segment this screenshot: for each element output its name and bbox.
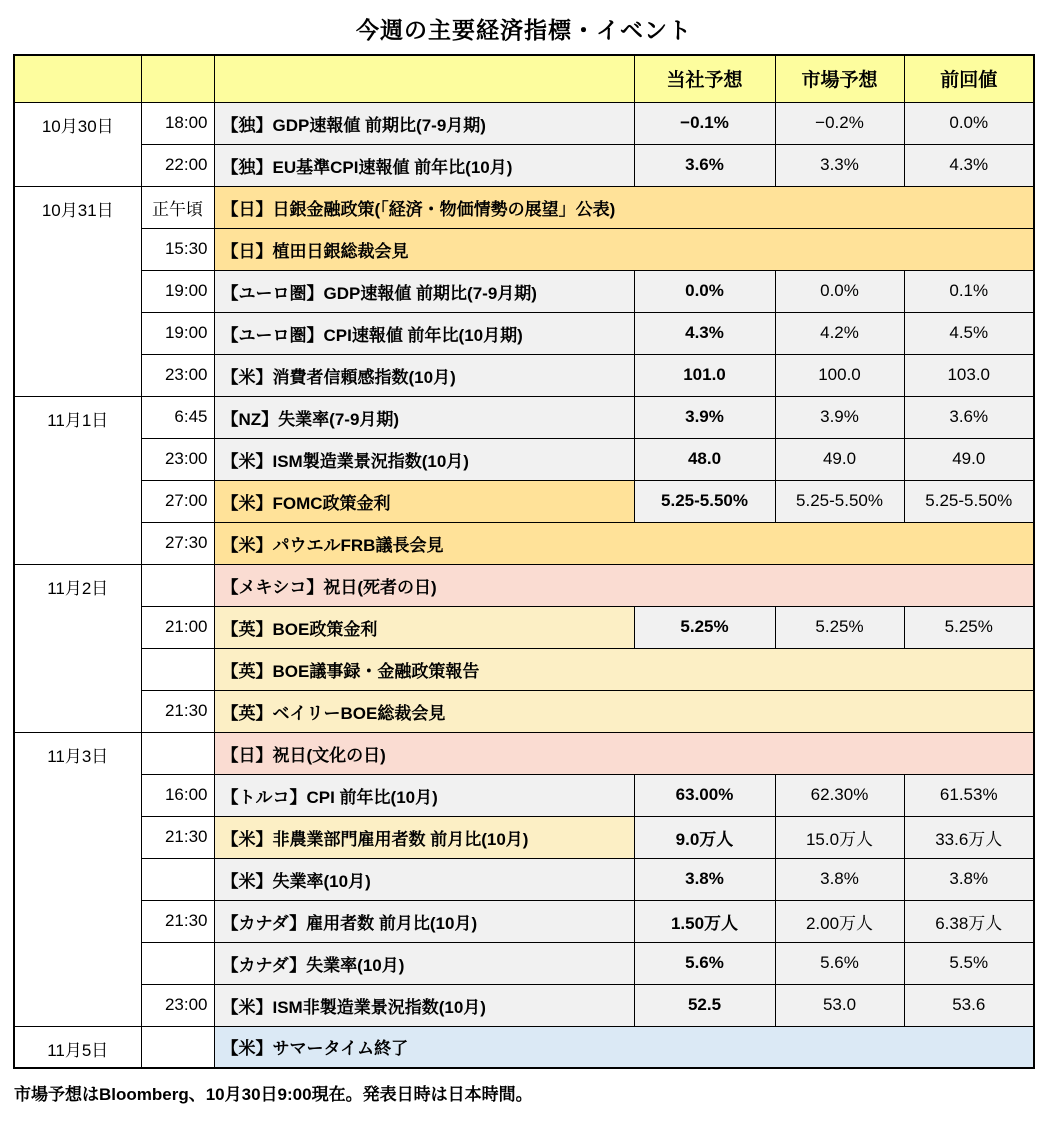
event-cell: 【米】パウエルFRB議長会見	[214, 522, 1034, 564]
event-cell: 【米】非農業部門雇用者数 前月比(10月)	[214, 816, 634, 858]
time-cell	[141, 564, 214, 606]
previous-value-cell: 5.25%	[904, 606, 1034, 648]
time-cell: 23:00	[141, 438, 214, 480]
table-row	[14, 858, 1034, 900]
our-forecast-cell: 0.0%	[634, 270, 775, 312]
table-row	[14, 690, 1034, 732]
previous-value-cell: 6.38万人	[904, 900, 1034, 942]
table-row	[14, 186, 1034, 228]
table-row	[14, 480, 1034, 522]
economic-calendar-table	[13, 54, 1035, 1069]
our-forecast-cell: 4.3%	[634, 312, 775, 354]
table-row	[14, 732, 1034, 774]
market-forecast-cell: 62.30%	[775, 774, 904, 816]
time-cell: 22:00	[141, 144, 214, 186]
time-cell: 19:00	[141, 270, 214, 312]
header-event-blank	[214, 55, 634, 102]
our-forecast-cell: 48.0	[634, 438, 775, 480]
calendar-body	[14, 102, 1034, 1068]
our-forecast-cell: 101.0	[634, 354, 775, 396]
event-cell: 【メキシコ】祝日(死者の日)	[214, 564, 1034, 606]
event-cell: 【ユーロ圏】GDP速報値 前期比(7-9月期)	[214, 270, 634, 312]
table-row	[14, 816, 1034, 858]
our-forecast-cell: 5.6%	[634, 942, 775, 984]
our-forecast-cell: 3.6%	[634, 144, 775, 186]
time-cell: 21:30	[141, 816, 214, 858]
time-cell	[141, 942, 214, 984]
event-cell: 【米】サマータイム終了	[214, 1026, 1034, 1068]
date-cell: 11月5日	[14, 1026, 141, 1068]
event-cell: 【日】植田日銀総裁会見	[214, 228, 1034, 270]
event-cell: 【独】GDP速報値 前期比(7-9月期)	[214, 102, 634, 144]
event-cell: 【英】BOE政策金利	[214, 606, 634, 648]
table-row	[14, 774, 1034, 816]
page-title: 今週の主要経済指標・イベント	[356, 17, 692, 43]
table-row	[14, 648, 1034, 690]
header-row	[14, 55, 1034, 102]
market-forecast-cell: −0.2%	[775, 102, 904, 144]
time-cell	[141, 1026, 214, 1068]
date-cell: 11月2日	[14, 564, 141, 732]
date-cell: 10月31日	[14, 186, 141, 396]
market-forecast-cell: 0.0%	[775, 270, 904, 312]
market-forecast-cell: 100.0	[775, 354, 904, 396]
event-cell: 【独】EU基準CPI速報値 前年比(10月)	[214, 144, 634, 186]
header-market-forecast: 市場予想	[775, 55, 904, 102]
previous-value-cell: 33.6万人	[904, 816, 1034, 858]
time-cell: 27:30	[141, 522, 214, 564]
table-row	[14, 270, 1034, 312]
table-row	[14, 144, 1034, 186]
date-cell: 10月30日	[14, 102, 141, 186]
our-forecast-cell: 3.8%	[634, 858, 775, 900]
previous-value-cell: 4.5%	[904, 312, 1034, 354]
market-forecast-cell: 5.25%	[775, 606, 904, 648]
time-cell: 19:00	[141, 312, 214, 354]
event-cell: 【日】日銀金融政策(「経済・物価情勢の展望」公表)	[214, 186, 1034, 228]
header-date-blank	[14, 55, 141, 102]
event-cell: 【米】ISM非製造業景況指数(10月)	[214, 984, 634, 1026]
table-row	[14, 522, 1034, 564]
table-row	[14, 564, 1034, 606]
header-time-blank	[141, 55, 214, 102]
time-cell: 6:45	[141, 396, 214, 438]
time-cell: 21:30	[141, 690, 214, 732]
table-row	[14, 354, 1034, 396]
our-forecast-cell: 9.0万人	[634, 816, 775, 858]
event-cell: 【米】消費者信頼感指数(10月)	[214, 354, 634, 396]
time-cell	[141, 732, 214, 774]
previous-value-cell: 3.8%	[904, 858, 1034, 900]
event-cell: 【ユーロ圏】CPI速報値 前年比(10月期)	[214, 312, 634, 354]
previous-value-cell: 0.0%	[904, 102, 1034, 144]
date-cell: 11月1日	[14, 396, 141, 564]
time-cell: 16:00	[141, 774, 214, 816]
time-cell: 正午頃	[141, 186, 214, 228]
previous-value-cell: 0.1%	[904, 270, 1034, 312]
market-forecast-cell: 3.8%	[775, 858, 904, 900]
market-forecast-cell: 4.2%	[775, 312, 904, 354]
time-cell: 23:00	[141, 354, 214, 396]
our-forecast-cell: 5.25%	[634, 606, 775, 648]
table-row	[14, 606, 1034, 648]
table-row	[14, 228, 1034, 270]
event-cell: 【米】ISM製造業景況指数(10月)	[214, 438, 634, 480]
previous-value-cell: 61.53%	[904, 774, 1034, 816]
event-cell: 【英】ベイリーBOE総裁会見	[214, 690, 1034, 732]
our-forecast-cell: 3.9%	[634, 396, 775, 438]
event-cell: 【米】FOMC政策金利	[214, 480, 634, 522]
previous-value-cell: 5.5%	[904, 942, 1034, 984]
event-cell: 【トルコ】CPI 前年比(10月)	[214, 774, 634, 816]
previous-value-cell: 5.25-5.50%	[904, 480, 1034, 522]
table-row	[14, 900, 1034, 942]
market-forecast-cell: 5.25-5.50%	[775, 480, 904, 522]
market-forecast-cell: 49.0	[775, 438, 904, 480]
market-forecast-cell: 2.00万人	[775, 900, 904, 942]
previous-value-cell: 3.6%	[904, 396, 1034, 438]
footnote: 市場予想はBloomberg、10月30日9:00現在。発表日時は日本時間。	[14, 1085, 533, 1104]
event-cell: 【カナダ】雇用者数 前月比(10月)	[214, 900, 634, 942]
table-row	[14, 942, 1034, 984]
our-forecast-cell: 63.00%	[634, 774, 775, 816]
time-cell: 23:00	[141, 984, 214, 1026]
market-forecast-cell: 15.0万人	[775, 816, 904, 858]
time-cell: 21:30	[141, 900, 214, 942]
table-row	[14, 1026, 1034, 1068]
time-cell	[141, 858, 214, 900]
table-row	[14, 312, 1034, 354]
time-cell: 21:00	[141, 606, 214, 648]
time-cell: 27:00	[141, 480, 214, 522]
market-forecast-cell: 5.6%	[775, 942, 904, 984]
table-row	[14, 438, 1034, 480]
market-forecast-cell: 3.9%	[775, 396, 904, 438]
market-forecast-cell: 3.3%	[775, 144, 904, 186]
event-cell: 【カナダ】失業率(10月)	[214, 942, 634, 984]
time-cell: 15:30	[141, 228, 214, 270]
market-forecast-cell: 53.0	[775, 984, 904, 1026]
event-cell: 【日】祝日(文化の日)	[214, 732, 1034, 774]
time-cell	[141, 648, 214, 690]
event-cell: 【NZ】失業率(7-9月期)	[214, 396, 634, 438]
our-forecast-cell: 52.5	[634, 984, 775, 1026]
event-cell: 【米】失業率(10月)	[214, 858, 634, 900]
previous-value-cell: 49.0	[904, 438, 1034, 480]
table-row	[14, 102, 1034, 144]
previous-value-cell: 4.3%	[904, 144, 1034, 186]
header-our-forecast: 当社予想	[634, 55, 775, 102]
table-row	[14, 396, 1034, 438]
time-cell: 18:00	[141, 102, 214, 144]
previous-value-cell: 103.0	[904, 354, 1034, 396]
previous-value-cell: 53.6	[904, 984, 1034, 1026]
our-forecast-cell: −0.1%	[634, 102, 775, 144]
header-previous-value: 前回値	[904, 55, 1034, 102]
date-cell: 11月3日	[14, 732, 141, 1026]
our-forecast-cell: 1.50万人	[634, 900, 775, 942]
event-cell: 【英】BOE議事録・金融政策報告	[214, 648, 1034, 690]
our-forecast-cell: 5.25-5.50%	[634, 480, 775, 522]
table-row	[14, 984, 1034, 1026]
